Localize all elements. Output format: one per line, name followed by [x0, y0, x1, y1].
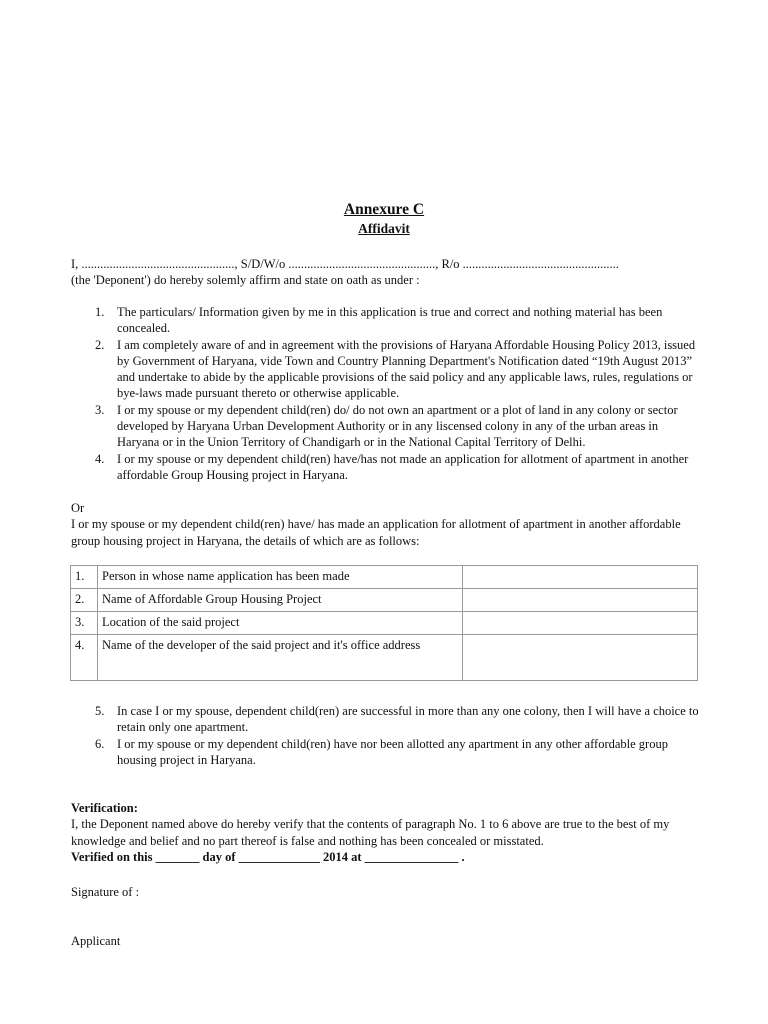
declaration-text: I or my spouse or my dependent child(ren) do/ do not own an apartment or a plot of land in any colony or sector developed by Haryana Urban Development Authority or in any liscensed colony in any of the urban areas in Haryana or in the Union Territory of Chandigarh or in the National Capital Territory of Delhi.: [117, 402, 678, 450]
alternative-declaration-text: I or my spouse or my dependent child(ren) have/ has made an application for allotment of apartment in another affordable group housing project in Haryana, the details of which are as follows:: [71, 517, 681, 548]
declaration-number: 3.: [95, 402, 105, 417]
verified-on-line: Verified on this _______ day of _____________ 2014 at _______________ .: [71, 849, 465, 864]
row-index: 1.: [71, 566, 98, 589]
deponent-affirmation-line: (the 'Deponent') do hereby solemly affirm and state on oath as under :: [71, 273, 420, 288]
declaration-text: The particulars/ Information given by me in this application is true and correct and nothing material has been concealed.: [117, 305, 663, 336]
declarations-list-part1: [71, 304, 701, 483]
table-row: [71, 589, 698, 612]
verification-heading: Verification:: [71, 801, 138, 815]
table-row: [71, 635, 698, 681]
verification-section: [71, 800, 701, 865]
declaration-item: [71, 703, 701, 736]
declaration-item: [71, 451, 701, 484]
row-index: 3.: [71, 612, 98, 635]
row-label: Name of Affordable Group Housing Project: [98, 589, 463, 612]
declaration-item: [71, 337, 701, 402]
declaration-text: In case I or my spouse, dependent child(ren) are successful in more than any one colony, then I will have a choice to retain only one apartment.: [117, 704, 699, 735]
row-label: Location of the said project: [98, 612, 463, 635]
application-details-table: [70, 565, 698, 681]
table-row: [71, 612, 698, 635]
declaration-number: 4.: [95, 451, 105, 466]
signature-label: Signature of :: [71, 885, 140, 899]
declaration-item: [71, 402, 701, 451]
declaration-item: [71, 736, 701, 769]
affidavit-title: Affidavit: [358, 221, 410, 236]
declaration-text: I am completely aware of and in agreement with the provisions of Haryana Affordable Housing Policy 2013, issued by Government of Haryana, vide Town and Country Planning Department's Notification dated “19th August 2013” and undertake to abide by the applicable provisions of the said policy and any applicable laws, rules, regulations or bye-laws made pursuant thereto or otherwise applicable.: [117, 337, 696, 401]
row-value[interactable]: [463, 635, 698, 681]
declaration-number: 5.: [95, 704, 105, 718]
declarations-list-part2: [71, 703, 701, 768]
row-value[interactable]: [463, 589, 698, 612]
row-label: Person in whose name application has been made: [98, 566, 463, 589]
deponent-intro: [71, 256, 701, 289]
declaration-text: I or my spouse or my dependent child(ren) have/has not made an application for allotment of apartment in another affordable Group Housing project in Haryana.: [117, 451, 689, 482]
deponent-identity-line: I, ................................................., S/D/W/o ..............................................., R/o ..................................................: [71, 257, 619, 271]
row-label: Name of the developer of the said project and it's office address: [98, 635, 463, 681]
verification-text: I, the Deponent named above do hereby verify that the contents of paragraph No. 1 to 6 above are true to the best of my knowledge and belief and no part thereof is false and nothing has been concealed or misstated.: [71, 817, 670, 848]
applicant-label: Applicant: [71, 934, 121, 948]
row-index: 4.: [71, 635, 98, 681]
table-row: [71, 566, 698, 589]
alternative-declaration: [71, 500, 701, 549]
row-value[interactable]: [463, 566, 698, 589]
declaration-number: 2.: [95, 337, 105, 352]
declaration-text: I or my spouse or my dependent child(ren) have nor been allotted any apartment in any other affordable group housing project in Haryana.: [117, 736, 668, 767]
row-value[interactable]: [463, 612, 698, 635]
row-index: 2.: [71, 589, 98, 612]
or-label: Or: [71, 501, 85, 515]
declaration-item: [71, 304, 701, 337]
declaration-number: 6.: [95, 736, 105, 751]
annexure-title: Annexure C: [343, 201, 425, 218]
declaration-number: 1.: [95, 305, 105, 319]
